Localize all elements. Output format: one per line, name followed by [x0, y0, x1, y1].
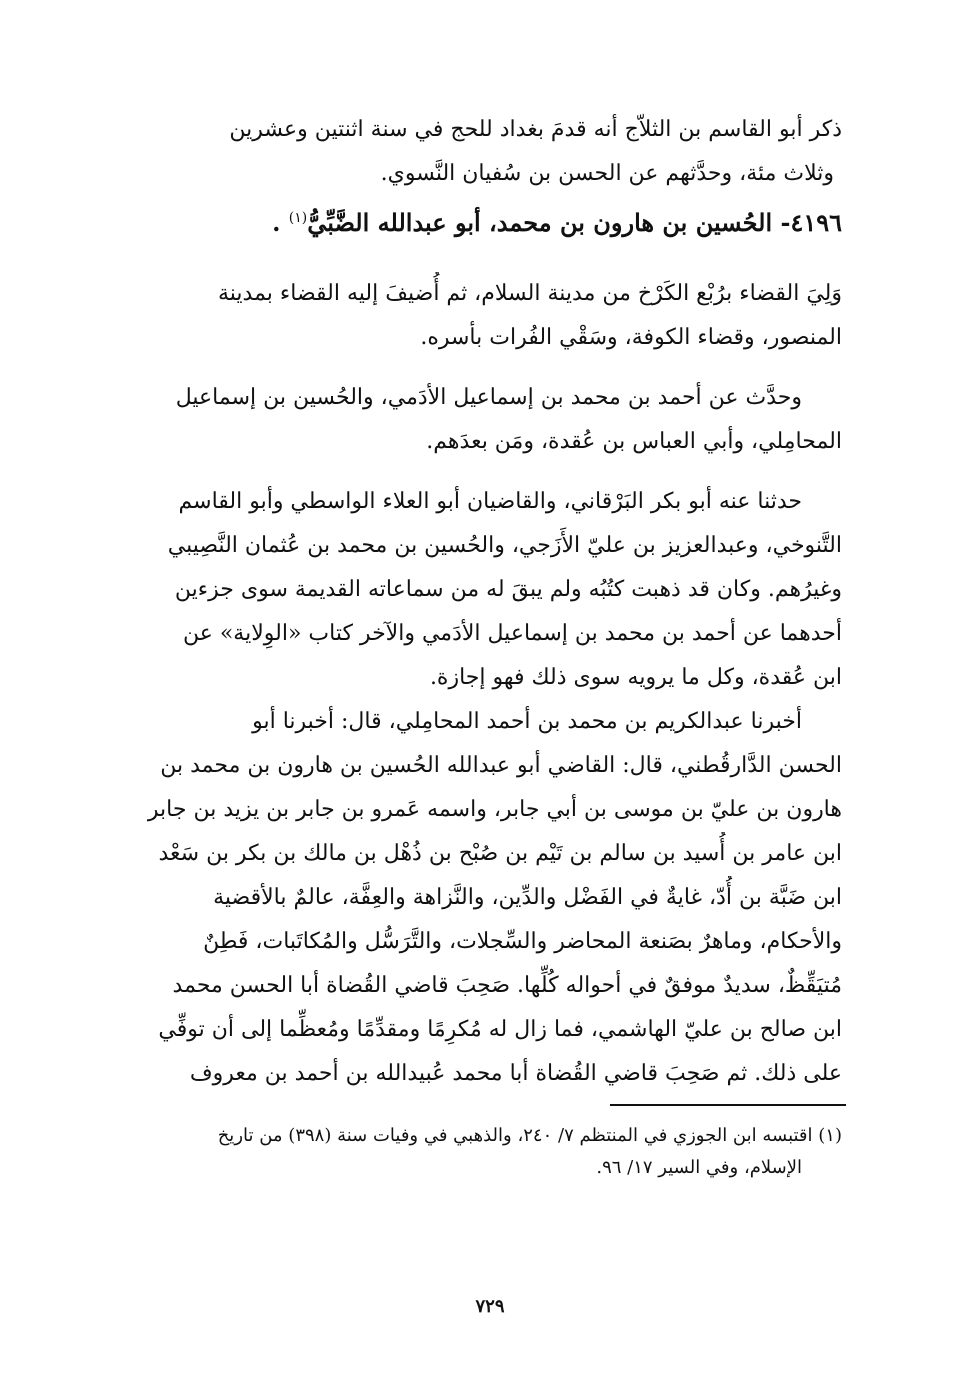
entry-heading-text: ٤١٩٦- الحُسين بن هارون بن محمد، أبو عبدالله الضَّبِّيُّ	[307, 208, 842, 237]
footnote-separator	[610, 1104, 846, 1106]
text-line: ابن عامر بن أُسيد بن سالم بن تَيْم بن صُبْح بن ذُهْل بن مالك بن بكر بن سَعْد	[158, 841, 842, 866]
text-line: ذكر أبو القاسم بن الثلاّج أنه قدمَ بغداد للحج في سنة اثنتين وعشرين	[229, 117, 842, 142]
text-line: وحدَّث عن أحمد بن محمد بن إسماعيل الأدَمي، والحُسين بن إسماعيل	[175, 385, 802, 410]
footnote-line: الإسلام، وفي السير ١٧/ ٩٦.	[596, 1157, 802, 1178]
paragraph-intro	[130, 108, 842, 196]
text-line: أخبرنا عبدالكريم بن محمد بن أحمد المحامِلي، قال: أخبرنا أبو	[252, 709, 802, 734]
text-line: وثلاث مئة، وحدَّثهم عن الحسن بن سُفيان النَّسوي.	[380, 161, 834, 186]
text-line: ابن عُقدة، وكل ما يرويه سوى ذلك فهو إجازة.	[429, 665, 842, 690]
footnote	[130, 1120, 842, 1184]
text-line: أحدهما عن أحمد بن محمد بن إسماعيل الأدَمي والآخر كتاب «الوِلاية» عن	[182, 621, 842, 646]
text-line: حدثنا عنه أبو بكر البَرْقاني، والقاضيان أبو العلاء الواسطي وأبو القاسم	[178, 489, 802, 514]
text-line: المنصور، وقضاء الكوفة، وسَقْي الفُرات بأسره.	[420, 325, 842, 350]
paragraph-students	[130, 480, 842, 700]
text-line: التَّنوخي، وعبدالعزيز بن عليّ الأَزَجي، والحُسين بن محمد بن عُثمان النَّصِيبي	[167, 533, 842, 558]
page-number: ٧٢٩	[475, 1296, 505, 1317]
text-line: مُتيَقِّظٌ، سديدٌ موفقٌ في أحواله كُلِّها. صَحِبَ قاضي القُضاة أبا الحسن محمد	[172, 973, 842, 998]
footnote-line: (١) اقتبسه ابن الجوزي في المنتظم ٧/ ٢٤٠، والذهبي في وفيات سنة (٣٩٨) من تاريخ	[217, 1125, 842, 1146]
text-line: على ذلك. ثم صَحِبَ قاضي القُضاة أبا محمد عُبيدالله بن أحمد بن معروف	[189, 1061, 842, 1086]
text-line: ابن ضَبَّة بن أُدّ، غايةٌ في الفَضْل والدِّين، والنَّزاهة والعِفَّة، عالمٌ بالأقضية	[213, 885, 842, 910]
footnote-ref: (١)	[288, 210, 308, 226]
text-line: والأحكام، وماهرٌ بصَنعة المحاضر والسِّجلات، والتَّرَسُّل والمُكاتَبات، فَطِنٌ	[203, 929, 842, 954]
entry-heading	[150, 196, 842, 245]
paragraph-teachers	[130, 376, 842, 464]
text-line: وغيرُهم. وكان قد ذهبت كتُبُه ولم يبقَ له من سماعاته القديمة سوى جزءين	[174, 577, 842, 602]
paragraph-biography	[130, 700, 842, 1096]
text-line: وَلِيَ القضاء برُبْع الكَرْخ من مدينة السلام، ثم أُضيفَ إليه القضاء بمدينة	[217, 281, 842, 306]
text-line: المحامِلي، وأبي العباس بن عُقدة، ومَن بعدَهم.	[426, 429, 842, 454]
heading-trail: .	[272, 208, 281, 237]
text-line: هارون بن عليّ بن موسى بن أبي جابر، واسمه عَمرو بن جابر بن يزيد بن جابر	[147, 797, 842, 822]
paragraph-appointment	[130, 272, 842, 360]
text-line: ابن صالح بن عليّ الهاشمي، فما زال له مُكرِمًا ومقدِّمًا ومُعظِّما إلى أن توفِّي	[158, 1017, 842, 1042]
text-line: الحسن الدَّارقُطني، قال: القاضي أبو عبدالله الحُسين بن هارون بن محمد بن	[160, 753, 842, 778]
